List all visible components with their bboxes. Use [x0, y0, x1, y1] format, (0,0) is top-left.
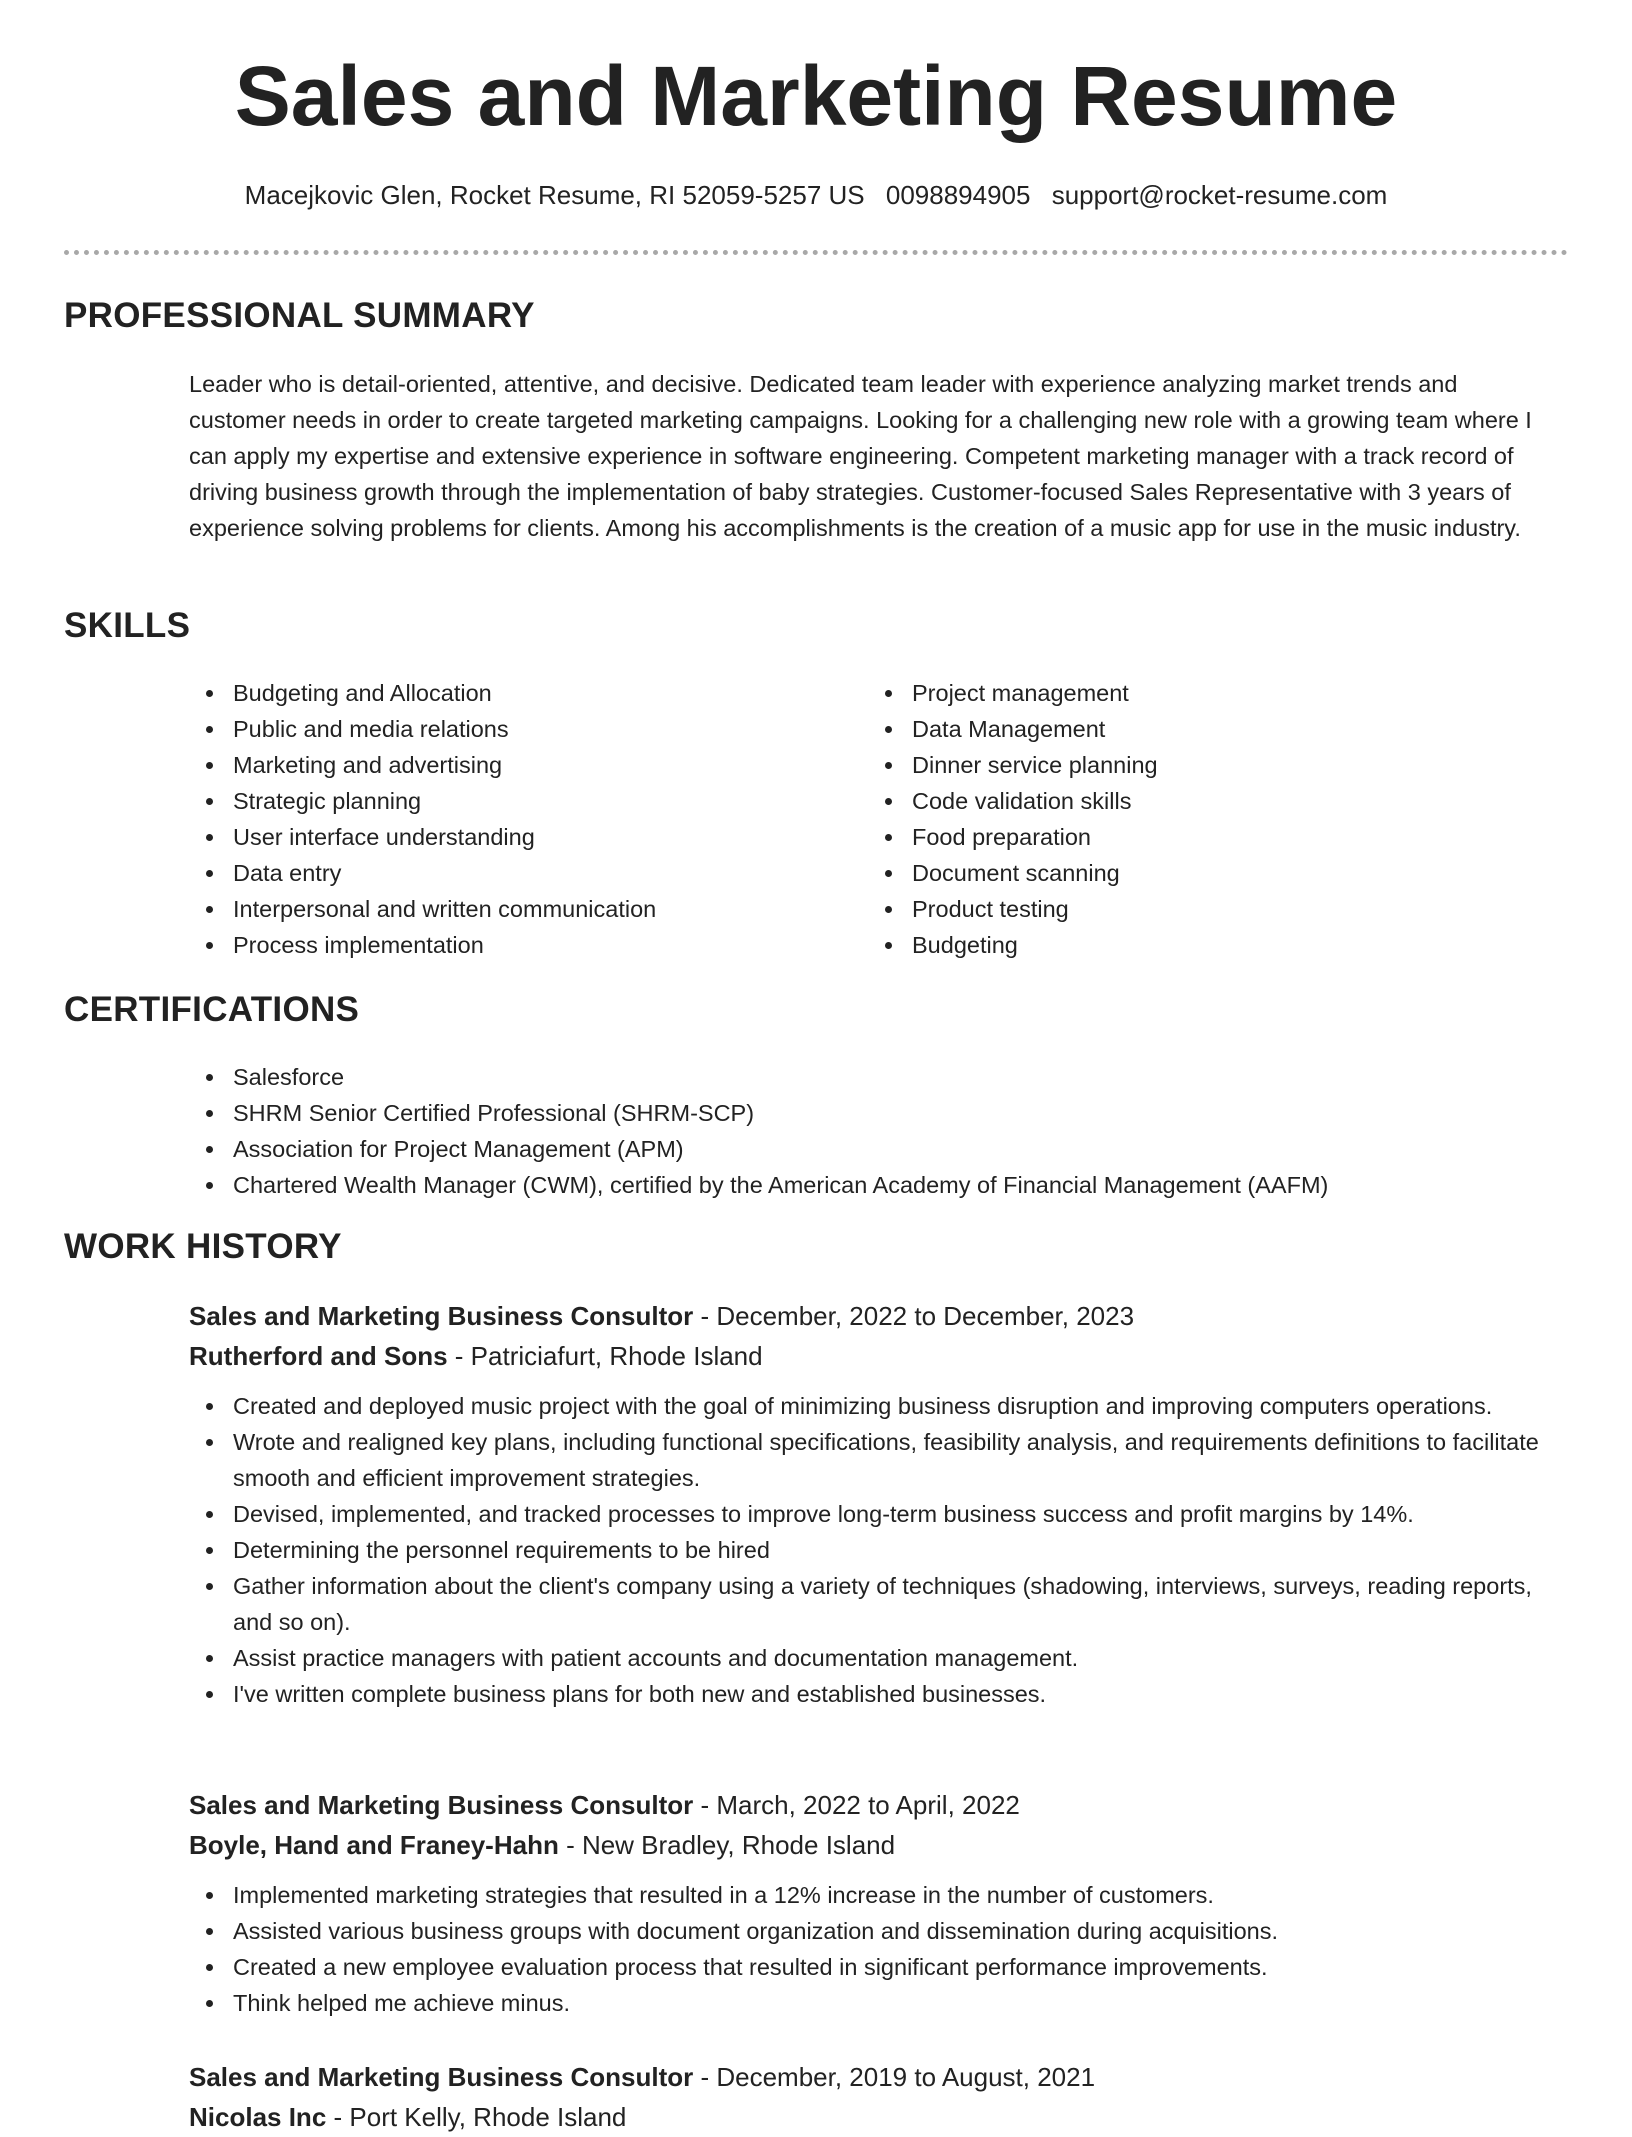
certification-item: Association for Project Management (APM) — [189, 1131, 1569, 1167]
section-title-work-history: WORK HISTORY — [64, 1227, 342, 1266]
job-bullet: Assist practice managers with patient accounts and documentation management. — [189, 1640, 1569, 1676]
job-bullet: I've written complete business plans for both new and established businesses. — [189, 1676, 1569, 1712]
job-company: Rutherford and Sons — [189, 1341, 448, 1371]
job-dates: - December, 2022 to December, 2023 — [693, 1301, 1135, 1331]
certification-item: Chartered Wealth Manager (CWM), certified by the American Academy of Financial Management (AAFM) — [189, 1167, 1569, 1203]
job-role-line — [189, 1296, 1569, 1336]
job-company: Boyle, Hand and Franey-Hahn — [189, 1830, 559, 1860]
skill-item: Dinner service planning — [868, 747, 1508, 783]
job-location: - Port Kelly, Rhode Island — [326, 2102, 627, 2132]
skill-item: Code validation skills — [868, 783, 1508, 819]
contact-address: Macejkovic Glen, Rocket Resume, RI 52059-5257 US — [244, 180, 865, 210]
contact-line — [0, 180, 1632, 211]
section-title-certifications: CERTIFICATIONS — [64, 990, 360, 1029]
skill-item: Public and media relations — [189, 711, 829, 747]
job-bullets — [0, 1388, 1569, 1712]
certification-item: SHRM Senior Certified Professional (SHRM-SCP) — [189, 1095, 1569, 1131]
skill-item: Interpersonal and written communication — [189, 891, 829, 927]
job-location: - Patriciafurt, Rhode Island — [447, 1341, 763, 1371]
job-role-line — [189, 2057, 1569, 2097]
section-title-summary: PROFESSIONAL SUMMARY — [64, 296, 535, 335]
contact-email: support@rocket-resume.com — [1051, 180, 1388, 210]
job-bullet: Determining the personnel requirements to be hired — [189, 1532, 1569, 1568]
section-title-skills: SKILLS — [64, 606, 191, 645]
skill-item: Document scanning — [868, 855, 1508, 891]
resume-title: Sales and Marketing Resume — [234, 49, 1398, 143]
job-bullet: Created and deployed music project with the goal of minimizing business disruption and improving computers operations. — [189, 1388, 1569, 1424]
skill-item: Product testing — [868, 891, 1508, 927]
skill-item: Budgeting and Allocation — [189, 675, 829, 711]
job-company-line — [189, 1825, 1569, 1865]
skills-list-left — [189, 675, 829, 963]
contact-phone: 0098894905 — [885, 180, 1031, 210]
job-dates: - March, 2022 to April, 2022 — [693, 1790, 1020, 1820]
skills-list-right — [868, 675, 1508, 963]
skill-item: Project management — [868, 675, 1508, 711]
header-divider — [64, 250, 1568, 255]
job-role: Sales and Marketing Business Consultor — [189, 1301, 694, 1331]
job-bullet: Wrote and realigned key plans, including functional specifications, feasibility analysis, and requirements definitions to facilitate smooth and efficient improvement strategies. — [189, 1424, 1569, 1496]
job-bullet: Gather information about the client's company using a variety of techniques (shadowing, interviews, surveys, reading reports, and so on). — [189, 1568, 1569, 1640]
job-company: Nicolas Inc — [189, 2102, 327, 2132]
skill-item: User interface understanding — [189, 819, 829, 855]
job-company-line — [189, 2097, 1569, 2137]
job-bullet: Created a new employee evaluation process that resulted in significant performance improvements. — [189, 1949, 1569, 1985]
summary-text: Leader who is detail-oriented, attentive, and decisive. Dedicated team leader with experience analyzing market trends and customer needs in order to create targeted marketing campaigns. Looking for a challenging new role with a growing team where I can apply my expertise and extensive experience in software engineering. Competent marketing manager with a track record of driving business growth through the implementation of baby strategies. Customer-focused Sales Representative with 3 years of experience solving problems for clients. Among his accomplishments is the creation of a music app for use in the music industry. — [189, 371, 1532, 541]
job-bullet: Assisted various business groups with document organization and dissemination during acquisitions. — [189, 1913, 1569, 1949]
job-dates: - December, 2019 to August, 2021 — [693, 2062, 1096, 2092]
skill-item: Strategic planning — [189, 783, 829, 819]
job-entry — [189, 2057, 1569, 2137]
certification-item: Salesforce — [189, 1059, 1569, 1095]
job-bullets — [0, 1877, 1569, 2021]
skill-item: Food preparation — [868, 819, 1508, 855]
job-entry — [189, 1785, 1569, 2021]
skill-item: Data Management — [868, 711, 1508, 747]
skill-item: Data entry — [189, 855, 829, 891]
job-role-line — [189, 1785, 1569, 1825]
job-company-line — [189, 1336, 1569, 1376]
skill-item: Process implementation — [189, 927, 829, 963]
job-location: - New Bradley, Rhode Island — [558, 1830, 896, 1860]
job-role: Sales and Marketing Business Consultor — [189, 2062, 694, 2092]
job-entry — [189, 1296, 1569, 1712]
job-bullet: Think helped me achieve minus. — [189, 1985, 1569, 2021]
certifications-list — [189, 1059, 1569, 1203]
skill-item: Budgeting — [868, 927, 1508, 963]
job-bullet: Devised, implemented, and tracked processes to improve long-term business success and profit margins by 14%. — [189, 1496, 1569, 1532]
skill-item: Marketing and advertising — [189, 747, 829, 783]
job-role: Sales and Marketing Business Consultor — [189, 1790, 694, 1820]
job-bullet: Implemented marketing strategies that resulted in a 12% increase in the number of customers. — [189, 1877, 1569, 1913]
